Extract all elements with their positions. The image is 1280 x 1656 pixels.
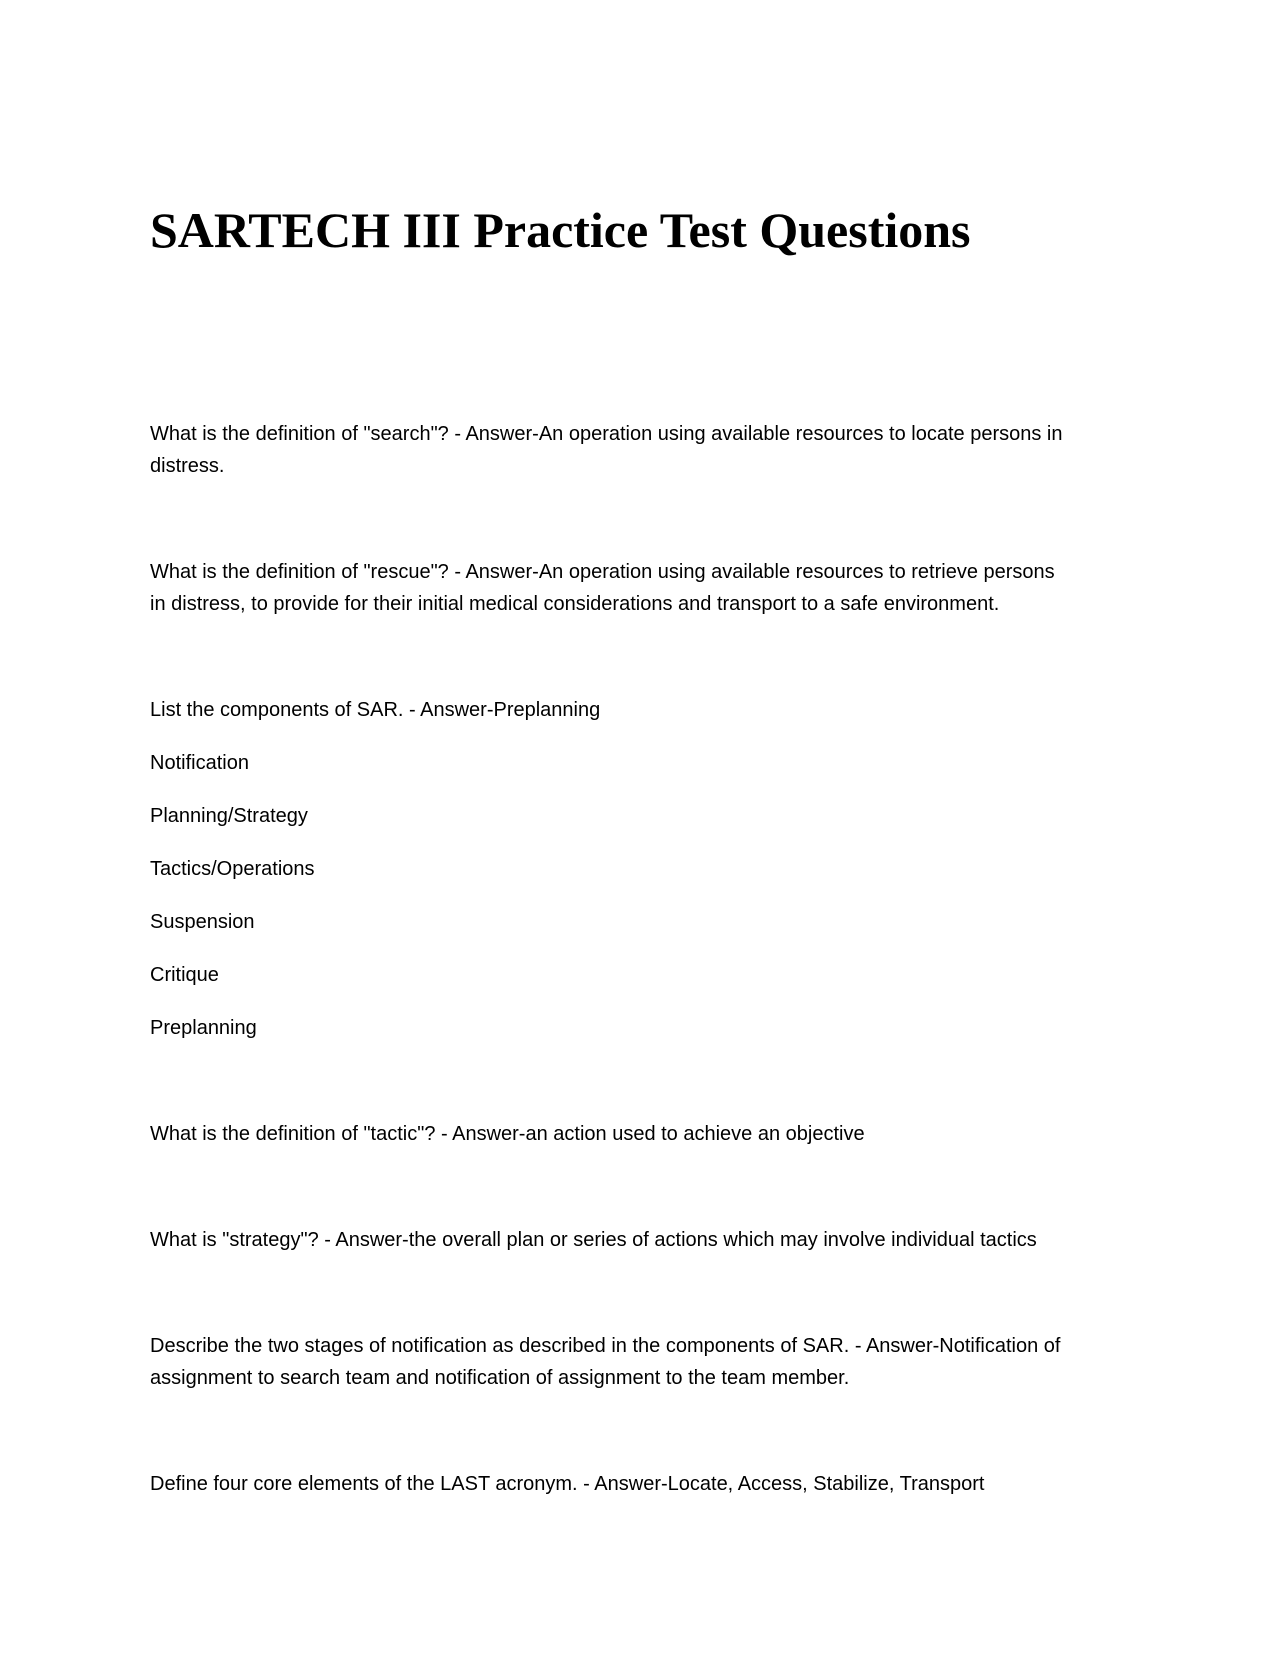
- qa-search-definition: [150, 418, 1130, 482]
- qa-line: List the components of SAR. - Answer-Preplanning: [150, 699, 601, 721]
- qa-line: What is "strategy"? - Answer-the overall plan or series of actions which may involve individual tactics: [150, 1229, 1037, 1251]
- qa-rescue-definition: [150, 556, 1130, 620]
- list-item: Suspension: [150, 911, 255, 933]
- qa-line: What is the definition of "rescue"? - Answer-An operation using available resources to retrieve persons: [150, 561, 1055, 583]
- list-item: Preplanning: [150, 1017, 257, 1039]
- qa-line: in distress, to provide for their initial medical considerations and transport to a safe environment.: [150, 593, 1000, 615]
- qa-sar-components: [150, 694, 1130, 726]
- qa-line: Describe the two stages of notification as described in the components of SAR. - Answer-Notification of: [150, 1335, 1061, 1357]
- qa-last-acronym: [150, 1468, 1130, 1500]
- qa-notification-stages: [150, 1330, 1130, 1394]
- list-item: Notification: [150, 752, 249, 774]
- page-title: SARTECH III Practice Test Questions: [150, 202, 971, 258]
- list-item: Planning/Strategy: [150, 805, 308, 827]
- qa-tactic-definition: [150, 1118, 1130, 1150]
- list-item: Critique: [150, 964, 219, 986]
- qa-line: What is the definition of "search"? - Answer-An operation using available resources to locate persons in: [150, 423, 1063, 445]
- qa-line: Define four core elements of the LAST acronym. - Answer-Locate, Access, Stabilize, Transport: [150, 1473, 985, 1495]
- qa-line: What is the definition of "tactic"? - Answer-an action used to achieve an objective: [150, 1123, 865, 1145]
- qa-strategy-definition: [150, 1224, 1130, 1256]
- qa-line: assignment to search team and notification of assignment to the team member.: [150, 1367, 850, 1389]
- qa-line: distress.: [150, 455, 225, 477]
- list-item: Tactics/Operations: [150, 858, 315, 880]
